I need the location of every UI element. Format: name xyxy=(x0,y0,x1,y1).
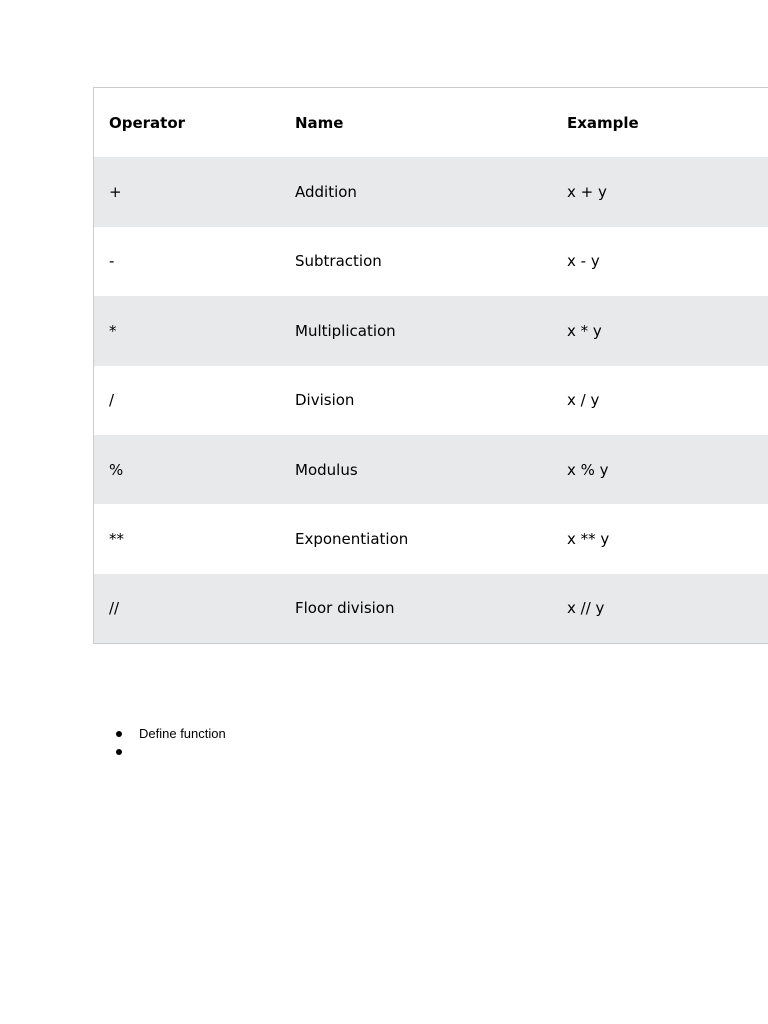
operator-cell: // xyxy=(109,599,120,618)
header-name: Name xyxy=(295,113,344,132)
example-cell: x + y xyxy=(567,183,607,202)
operator-cell: / xyxy=(109,391,115,410)
name-cell: Subtraction xyxy=(295,252,382,271)
name-cell: Floor division xyxy=(295,599,395,618)
table-row xyxy=(94,574,768,643)
operator-cell: - xyxy=(109,252,115,271)
table-row xyxy=(94,504,768,573)
operator-cell: * xyxy=(109,321,117,340)
bullet-icon xyxy=(116,749,122,755)
operator-cell: % xyxy=(109,460,124,479)
table-row xyxy=(94,435,768,504)
example-cell: x // y xyxy=(567,599,605,618)
name-cell: Multiplication xyxy=(295,321,396,340)
list-item-text: Define function xyxy=(139,726,226,741)
table-row xyxy=(94,157,768,226)
example-cell: x / y xyxy=(567,391,600,410)
operator-cell: ** xyxy=(109,530,124,549)
operator-cell: + xyxy=(109,183,122,202)
example-cell: x ** y xyxy=(567,530,610,549)
name-cell: Addition xyxy=(295,183,357,202)
name-cell: Division xyxy=(295,391,355,410)
bullet-list xyxy=(116,725,226,761)
example-cell: x - y xyxy=(567,252,600,271)
example-cell: x % y xyxy=(567,460,609,479)
operators-table xyxy=(93,87,768,644)
example-cell: x * y xyxy=(567,321,602,340)
list-item[interactable] xyxy=(116,725,226,743)
table-row xyxy=(94,296,768,365)
table-row xyxy=(94,366,768,435)
table-row xyxy=(94,227,768,296)
bullet-icon xyxy=(116,731,122,737)
name-cell: Exponentiation xyxy=(295,530,409,549)
name-cell: Modulus xyxy=(295,460,358,479)
table-header-row xyxy=(94,88,768,157)
list-item[interactable] xyxy=(116,743,226,761)
header-operator: Operator xyxy=(109,113,186,132)
header-example: Example xyxy=(567,113,639,132)
